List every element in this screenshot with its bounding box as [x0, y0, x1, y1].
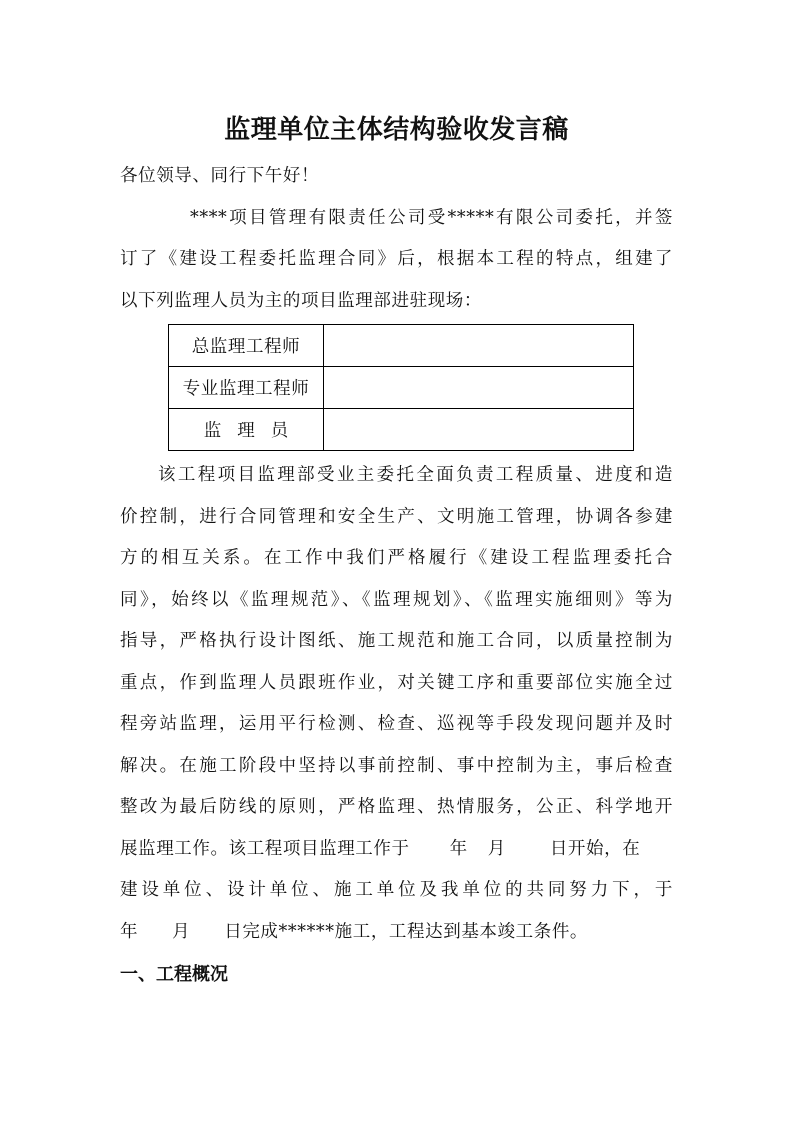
- intro-line: 以下列监理人员为主的项目监理部进驻现场：: [120, 290, 482, 311]
- role-cell: 监理员: [169, 409, 324, 451]
- intro-line: 订了《建设工程委托监理合同》后，根据本工程的特点，组建了: [120, 249, 673, 269]
- body-line: 整改为最后防线的原则，严格监理、热情服务，公正、科学地开: [120, 797, 673, 817]
- name-cell: [324, 367, 634, 409]
- finish-suffix: 日完成******施工，工程达到基本竣工条件。: [224, 921, 589, 942]
- role-cell: 专业监理工程师: [169, 367, 324, 409]
- body-line: 解决。在施工阶段中坚持以事前控制、事中控制为主，事后检查: [120, 755, 673, 776]
- start-prefix: 展监理工作。该工程项目监理工作于: [120, 838, 410, 859]
- staff-table: [168, 324, 634, 451]
- start-suffix: 日开始，在: [549, 838, 641, 859]
- finish-month: 月: [172, 921, 191, 942]
- body-line: 同》，始终以《监理规范》、《监理规划》、《监理实施细则》等为: [120, 589, 673, 610]
- body-line: 该工程项目监理部受业主委托全面负责工程质量、进度和造: [158, 465, 673, 485]
- name-cell: [324, 325, 634, 367]
- start-month: 月: [487, 838, 506, 859]
- body-line: 指导，严格执行设计图纸、施工规范和施工合同，以质量控制为: [120, 631, 673, 651]
- body-line: 方的相互关系。在工作中我们严格履行《建设工程监理委托合: [120, 548, 673, 568]
- intro-line: ****项目管理有限责任公司受*****有限公司委托，并签: [190, 207, 673, 228]
- table-row: [169, 409, 634, 451]
- greeting: 各位领导、同行下午好！: [120, 166, 320, 186]
- body-line: 价控制，进行合同管理和安全生产、文明施工管理，协调各参建: [120, 506, 673, 527]
- finish-year: 年: [120, 921, 139, 942]
- start-date-line: [120, 829, 673, 871]
- table-row: [169, 367, 634, 409]
- body-line: 建设单位、设计单位、施工单位及我单位的共同努力下，于: [120, 880, 673, 900]
- document-title: 监理单位主体结构验收发言稿: [224, 115, 569, 145]
- start-year: 年: [449, 838, 468, 859]
- body-line: 程旁站监理，运用平行检测、检查、巡视等手段发现问题并及时: [120, 714, 673, 734]
- section-heading: 一、工程概况: [120, 964, 228, 985]
- document-page: [120, 100, 673, 995]
- table-row: [169, 325, 634, 367]
- role-cell: 总监理工程师: [169, 325, 324, 367]
- body-line: 重点，作到监理人员跟班作业，对关键工序和重要部位实施全过: [120, 672, 673, 693]
- name-cell: [324, 409, 634, 451]
- finish-date-line: [120, 912, 673, 954]
